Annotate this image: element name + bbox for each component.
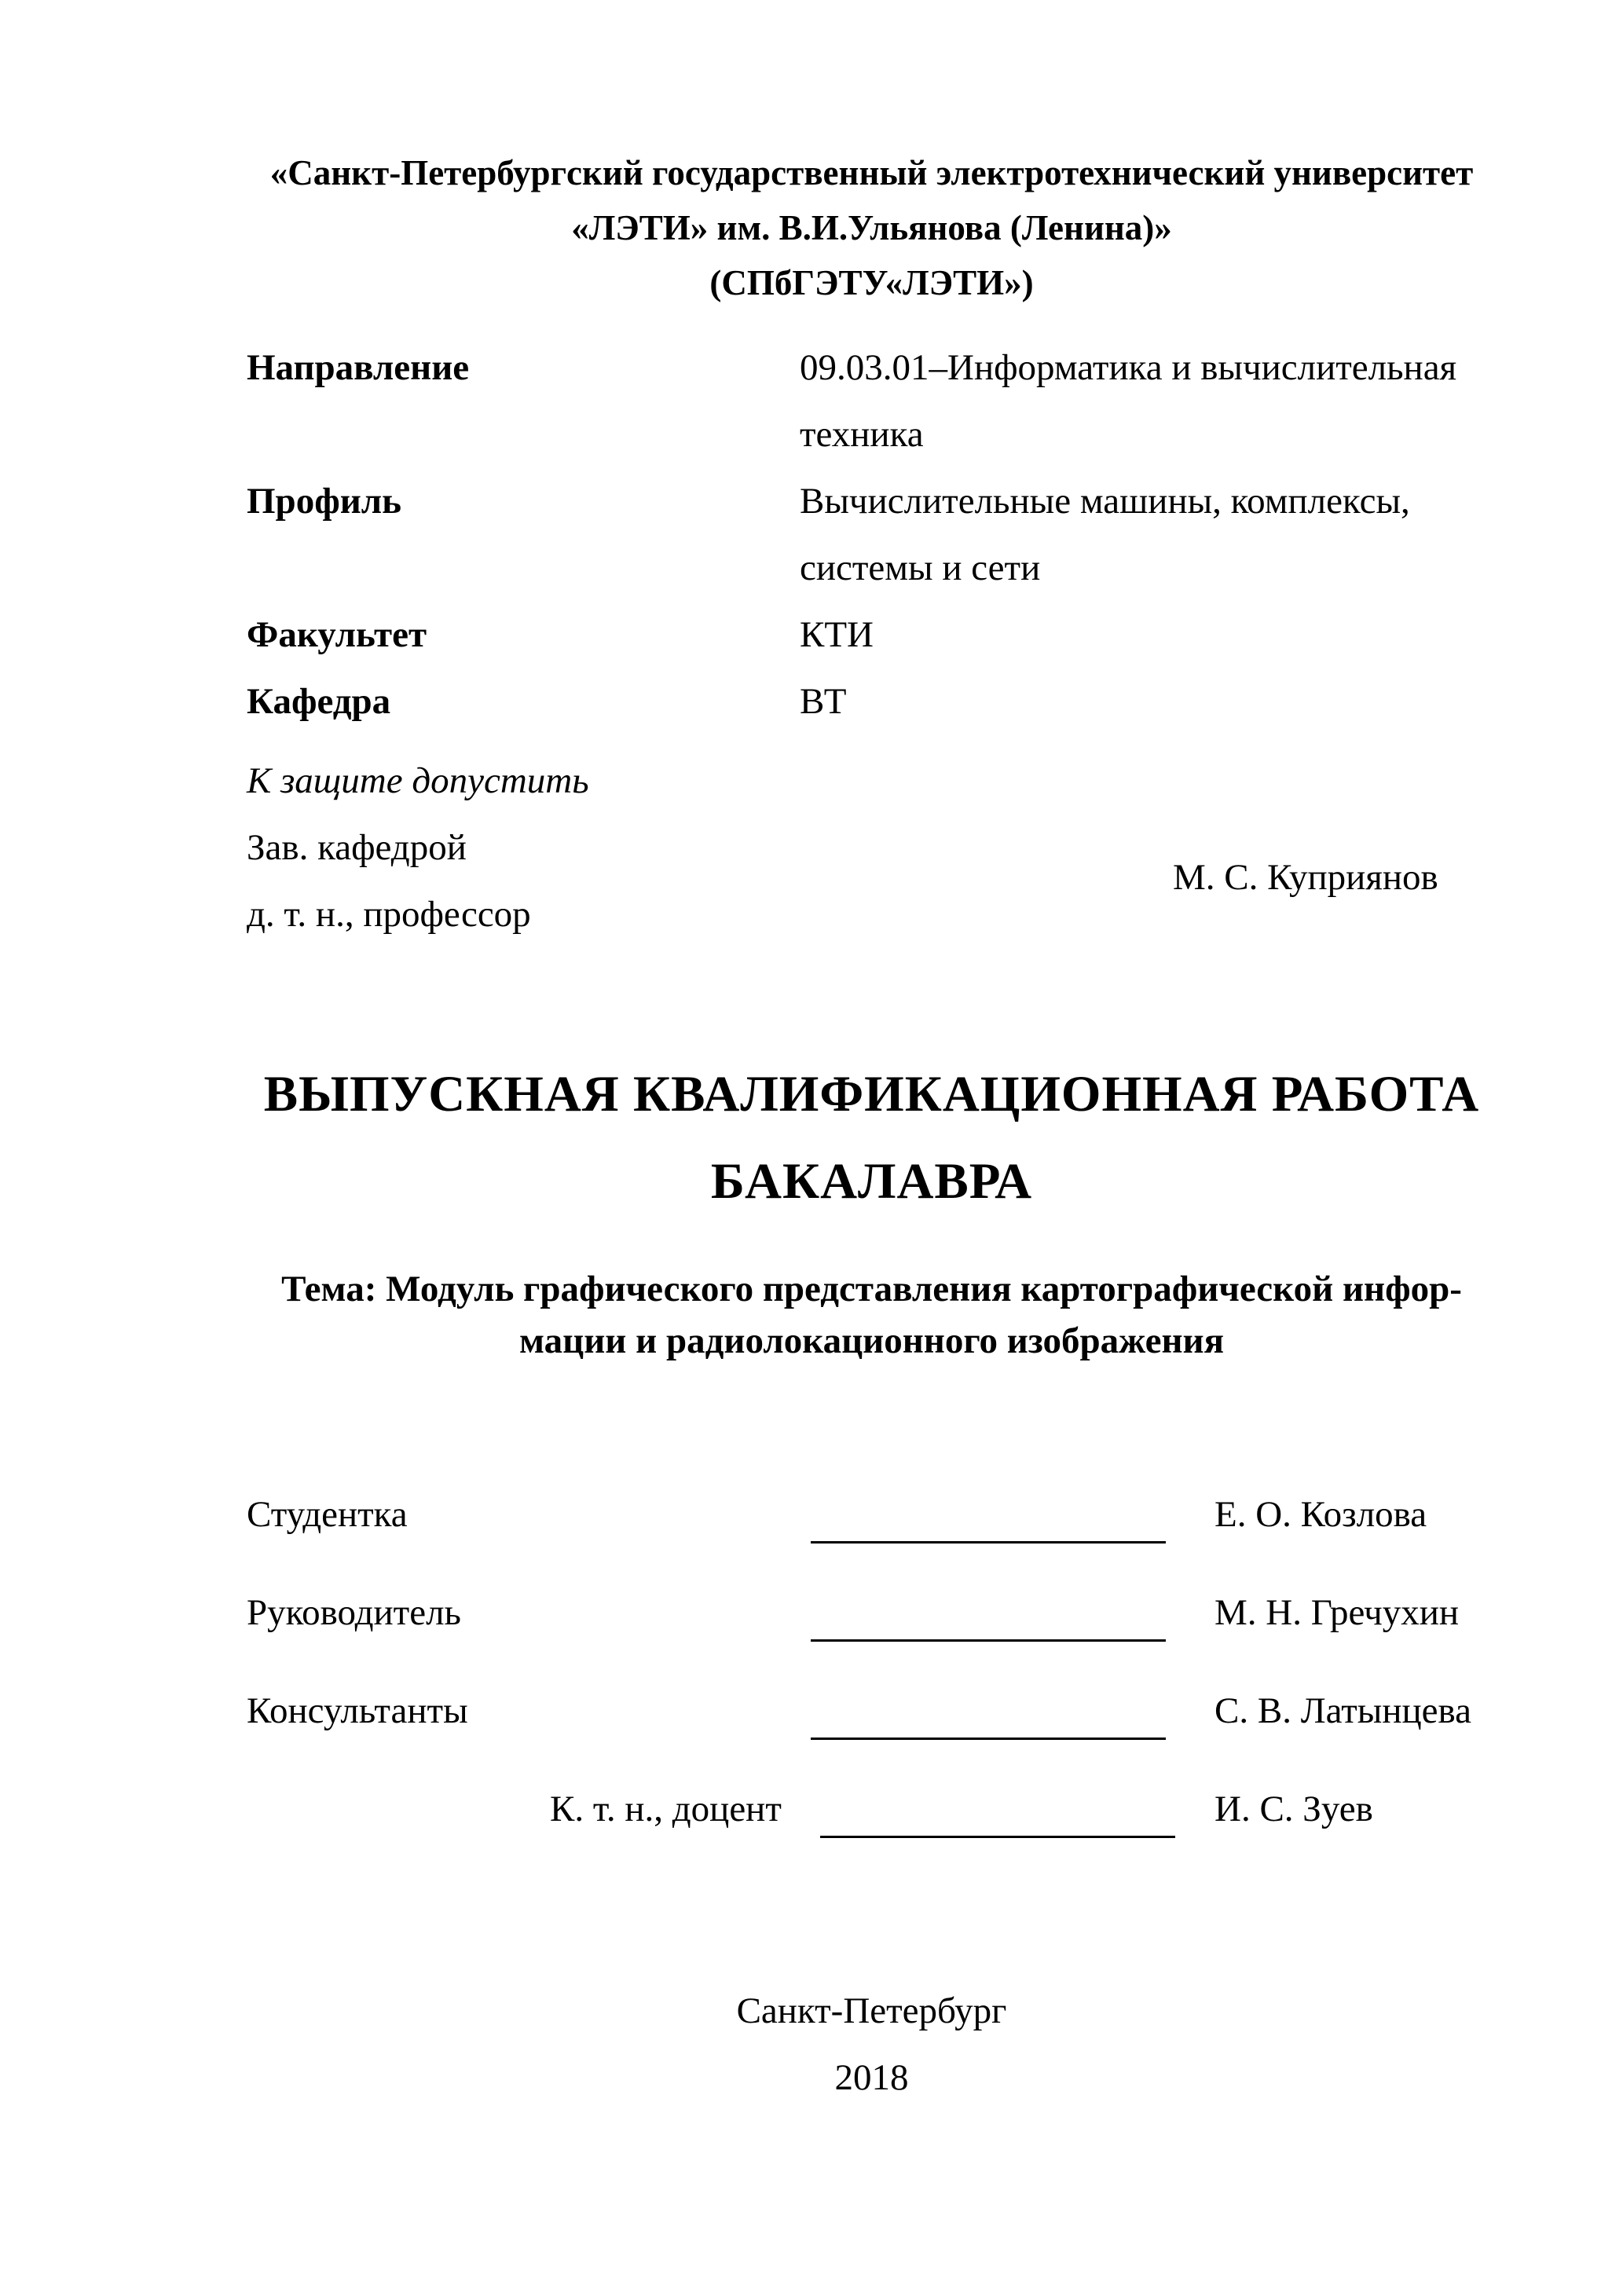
thesis-topic-line: Тема: Модуль графического представления картографической инфор- (281, 1269, 1462, 1309)
field-value-line: ВТ (800, 681, 847, 722)
work-title-line: ВЫПУСКНАЯ КВАЛИФИКАЦИОННАЯ РАБОТА (263, 1066, 1480, 1122)
field-label: Факультет (247, 614, 427, 655)
signature-block (247, 1481, 1497, 1874)
field-value-line: 09.03.01–Информатика и вычислительная (800, 347, 1457, 388)
university-header-line: (СПбГЭТУ«ЛЭТИ») (709, 263, 1034, 302)
field-label: Направление (247, 347, 470, 388)
thesis-topic-line: мации и радиолокационного изображения (518, 1320, 1225, 1361)
signature-line (811, 1541, 1166, 1543)
signature-name: Е. О. Козлова (1215, 1494, 1427, 1535)
signature-line (820, 1836, 1175, 1838)
field-value-line: КТИ (800, 614, 874, 655)
field-value-line: техника (800, 414, 924, 455)
admission-position-line: д. т. н., профессор (247, 894, 531, 935)
work-title-line: БАКАЛАВРА (710, 1153, 1033, 1210)
field-value (800, 335, 1497, 468)
signature-role: Консультанты (247, 1690, 468, 1731)
approver-name: М. С. Куприянов (1173, 857, 1438, 898)
work-title (247, 1051, 1497, 1225)
signature-name: И. С. Зуев (1215, 1789, 1373, 1829)
signature-row-consultant-docent (247, 1776, 1497, 1843)
field-value (800, 668, 1497, 735)
field-label: Кафедра (247, 681, 391, 722)
signature-role: Студентка (247, 1494, 408, 1535)
signature-role: Руководитель (247, 1592, 461, 1633)
admission-position-line: Зав. кафедрой (247, 827, 467, 868)
university-header-line: «Санкт-Петербургский государственный электротехнический университет (269, 153, 1474, 192)
signature-name: М. Н. Гречухин (1215, 1592, 1460, 1633)
thesis-topic (247, 1263, 1497, 1367)
footer (247, 1978, 1497, 2111)
university-header (247, 145, 1497, 310)
signature-row-supervisor (247, 1580, 1497, 1646)
field-row-department (247, 668, 1497, 735)
signature-row-consultant (247, 1678, 1497, 1745)
admission-block (247, 748, 1497, 948)
field-value (800, 468, 1497, 602)
footer-city: Санкт-Петербург (736, 1990, 1007, 2031)
signature-role: К. т. н., доцент (550, 1789, 782, 1829)
signature-name: С. В. Латынцева (1215, 1690, 1471, 1731)
field-value-line: Вычислительные машины, комплексы, (800, 481, 1410, 522)
field-label: Профиль (247, 481, 402, 522)
admission-note: К защите допустить (247, 760, 589, 801)
university-header-line: «ЛЭТИ» им. В.И.Ульянова (Ленина)» (571, 208, 1172, 247)
field-value (800, 602, 1497, 668)
signature-line (811, 1639, 1166, 1642)
field-row-faculty (247, 602, 1497, 668)
field-value-line: системы и сети (800, 547, 1041, 588)
field-row-direction (247, 335, 1497, 468)
field-row-profile (247, 468, 1497, 602)
signature-row-student (247, 1481, 1497, 1548)
footer-year: 2018 (834, 2057, 909, 2098)
signature-line (811, 1738, 1166, 1740)
program-fields (247, 335, 1497, 735)
